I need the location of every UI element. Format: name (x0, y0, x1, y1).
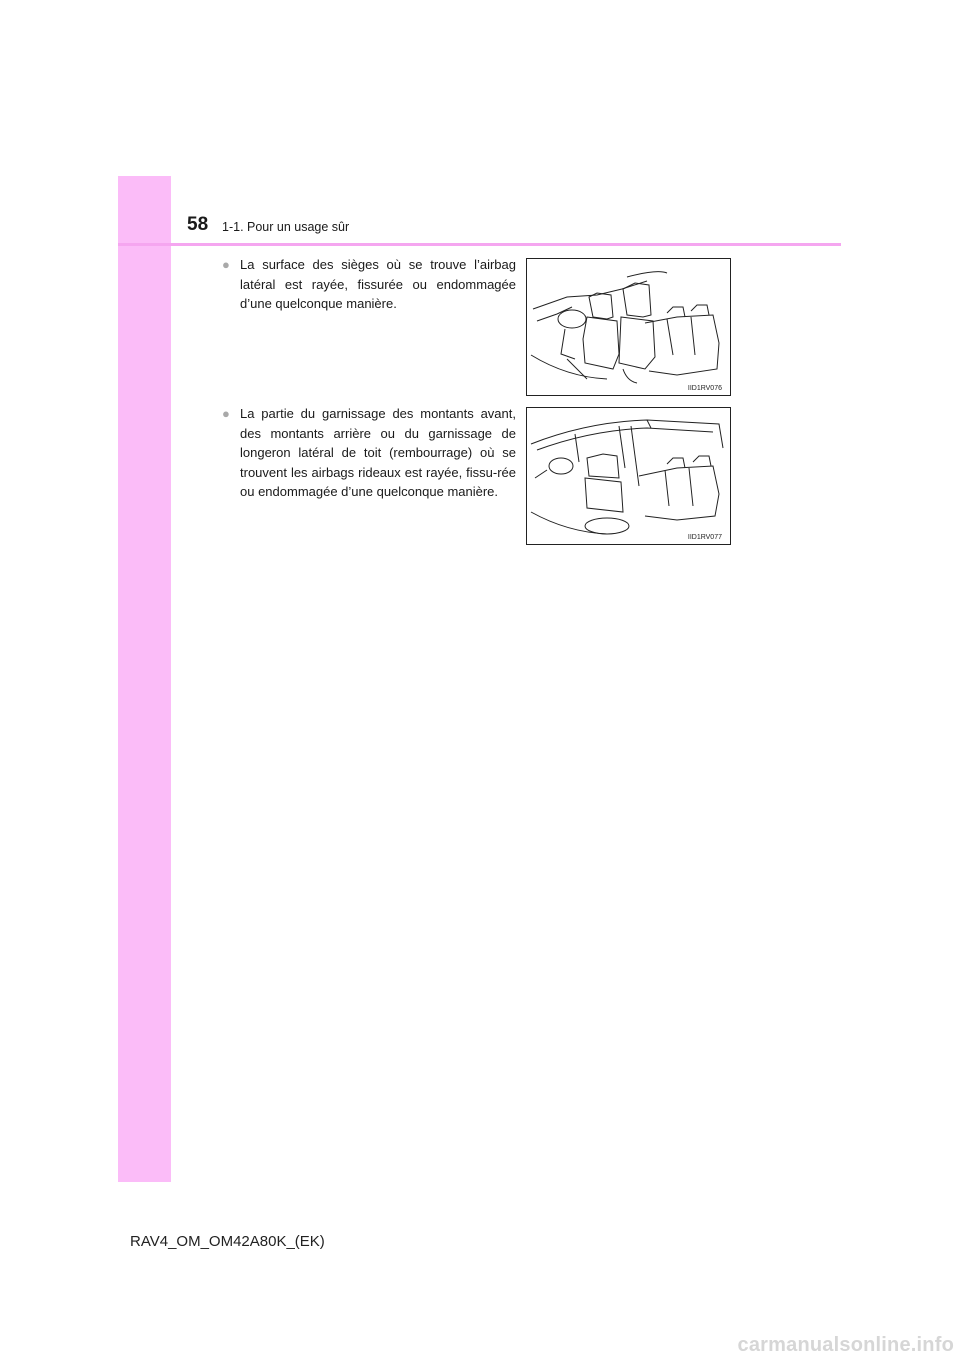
list-item-text: La partie du garnissage des montants avant, des montants arrière ou du garnissage de longeron latéral de toit (rembourrage) où se trouvent les airbags rideaux est rayée, fissu-rée ou endommagée d’une quelconque manière. (240, 406, 516, 499)
watermark: carmanualsonline.info (737, 1334, 954, 1356)
seat-illustration (527, 259, 730, 395)
figure-curtain-airbag (526, 407, 731, 545)
list-item (222, 404, 516, 502)
document-code: RAV4_OM_OM42A80K_(EK) (130, 1233, 325, 1250)
list-item-text: La surface des sièges où se trouve l’airbag latéral est rayée, fissurée ou endommagée d’une quelconque manière. (240, 257, 516, 311)
figure-side-airbag-seat (526, 258, 731, 396)
figure-code: IID1RV076 (687, 385, 722, 392)
pillar-illustration (527, 408, 730, 544)
bullet-icon: ● (222, 406, 230, 421)
section-title: 1-1. Pour un usage sûr (222, 220, 350, 234)
header-rule (118, 243, 841, 246)
list-item (222, 255, 516, 314)
side-color-band (118, 176, 171, 1182)
figure-code: IID1RV077 (687, 534, 722, 541)
bullet-icon: ● (222, 257, 230, 272)
page-number: 58 (187, 214, 209, 235)
